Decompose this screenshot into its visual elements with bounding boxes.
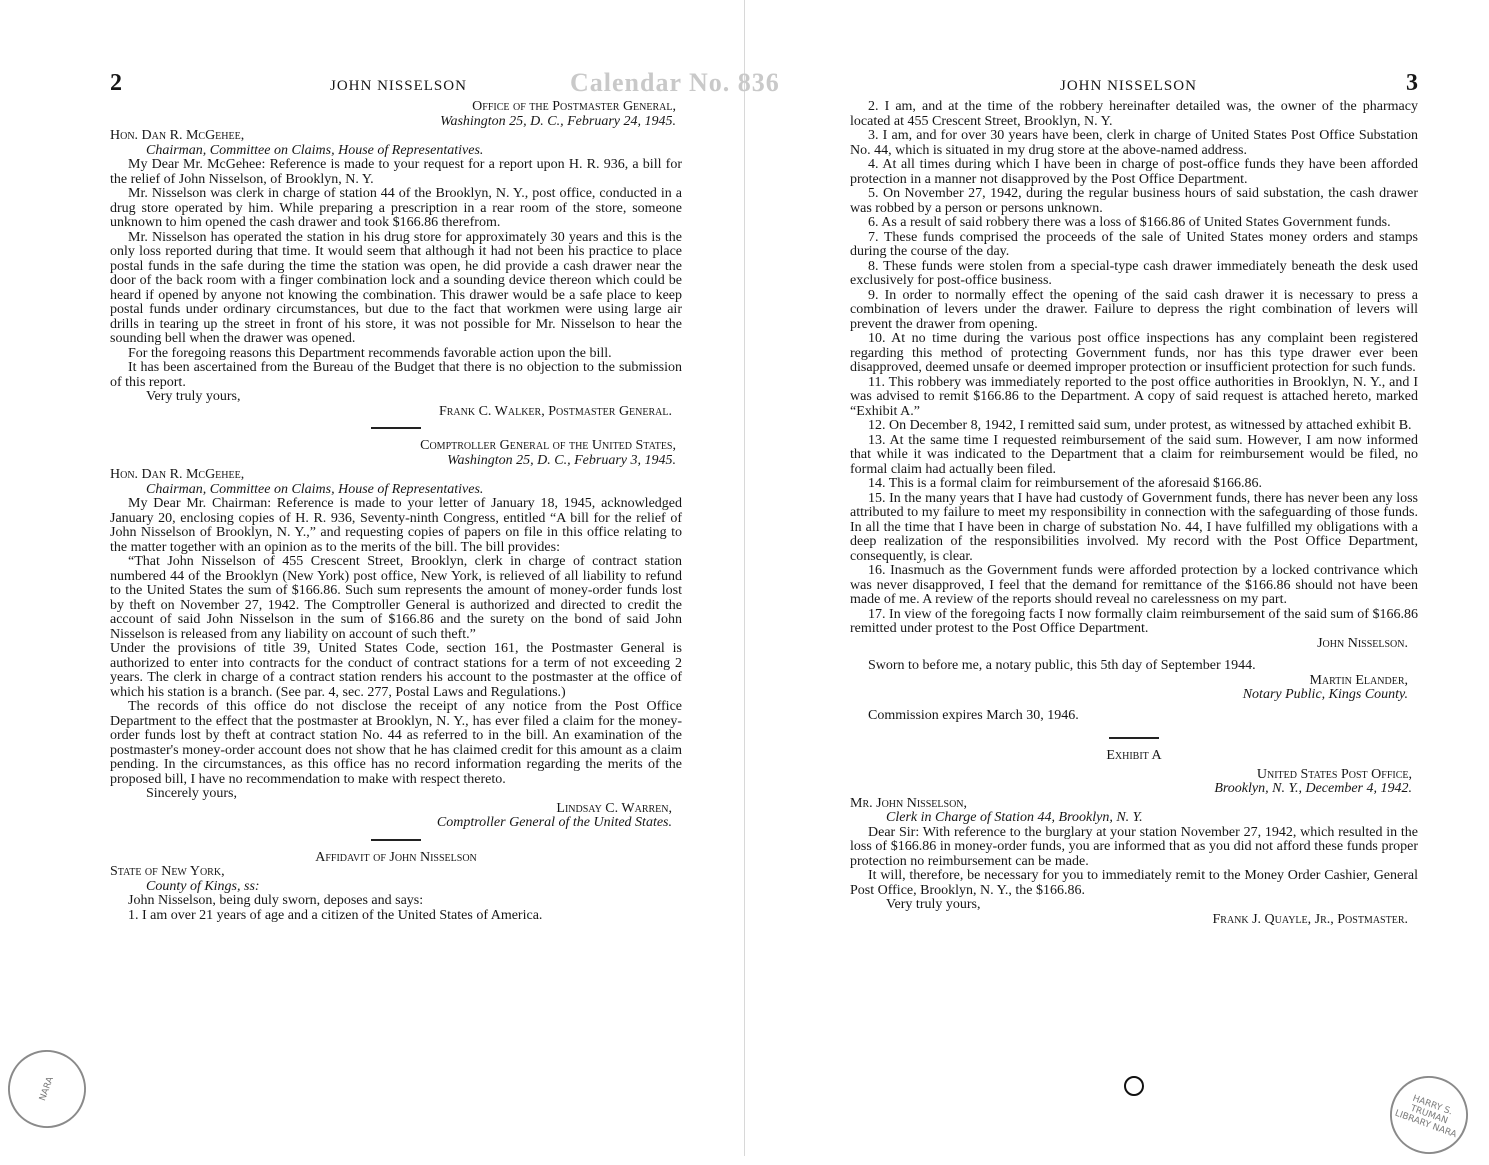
affidavit-item: 15. In the many years that I have had custody of Government funds, there has never been any loss attributed to my failure to meet my responsibility in connection with the safeguarding of those funds. In all the time that I have been in charge of substation No. 44, I have fulfilled my obligations with a deep realization of the responsibilities involved. My record with the Post Office Department, consequently, is clear. (850, 490, 1418, 564)
letter-addressee-title: Chairman, Committee on Claims, House of Representatives. (146, 142, 484, 158)
comptroller-letter (110, 439, 682, 831)
affidavit (110, 851, 682, 924)
letter-paragraph: My Dear Mr. McGehee: Reference is made to your request for a report upon H. R. 936, a bill for the relief of John Nisselson, of Brooklyn, N. Y. (110, 157, 682, 187)
section-rule (371, 427, 421, 429)
page-gutter (744, 0, 745, 1156)
letter-paragraph: Mr. Nisselson was clerk in charge of station 44 of the Brooklyn, N. Y., post office, conducted in a drug store operated by him. While preparing a prescription in a rear room of the store, someone unknown to him opened the cash drawer and took $166.86 therefrom. (110, 186, 682, 230)
letter-paragraph: Mr. Nisselson has operated the station in his drug store for approximately 30 years and this is the only loss reported during that time. It would seem that although it had not been his practice to place postal funds in the safe during the time the station was open, he did provide a cash drawer near the door of the back room with a finger combination lock and a sounding device thereon which could be heard if opened by anyone not knowing the combination. This drawer would be a safe place to keep postal funds under ordinary circumstances, but due to the fact that workmen were using large air drills in tearing up the street in front of his store, it was not possible for Mr. Nisselson to hear the sounding bell when the drawer was opened. (110, 229, 682, 346)
exhibit-paragraph: It will, therefore, be necessary for you to immediately remit to the Money Order Cashier, General Post Office, Brooklyn, N. Y., the $166.86. (850, 868, 1418, 898)
exhibit-heading: Exhibit A (1106, 748, 1162, 763)
affiant-signature: John Nisselson. (1317, 635, 1408, 651)
sworn-statement: Sworn to before me, a notary public, this 5th day of September 1944. (868, 658, 1256, 673)
notary-title: Notary Public, Kings County. (1242, 687, 1408, 702)
letter-dateline: Washington 25, D. C., February 24, 1945. (440, 113, 676, 129)
letter-addressee: Hon. Dan R. McGehee, (110, 467, 245, 482)
affidavit-state: State of New York, (110, 864, 225, 879)
affidavit-item: 7. These funds comprised the proceeds of the sale of United States money orders and stamps during the course of the day. (850, 229, 1418, 259)
letter-signature-title: Comptroller General of the United States. (436, 815, 672, 830)
affidavit-item: 4. At all times during which I have been in charge of post-office funds they have been afforded protection in a manner not disapproved by the Post Office Department. (850, 157, 1418, 187)
commission-expiry: Commission expires March 30, 1946. (868, 707, 1079, 723)
affidavit-item: 1. I am over 21 years of age and a citizen of the United States of America. (128, 907, 543, 923)
letter-office: Comptroller General of the United States, (420, 438, 676, 453)
exhibit-dateline: Brooklyn, N. Y., December 4, 1942. (1214, 781, 1412, 796)
affidavit-item: 5. On November 27, 1942, during the regular business hours of said substation, the cash drawer was robbed by a person or persons unknown. (850, 186, 1418, 216)
bleed-through-text: Calendar No. 836 (570, 68, 780, 97)
letter-paragraph: Under the provisions of title 39, United States Code, section 161, the Postmaster General is authorized to enter into contracts for the conduct of contract stations for a term of not exceeding 2 years. The clerk in charge of a contract station renders his account to the postmaster at the office of which his station is a branch. (See par. 4, sec. 277, Postal Laws and Regulations.) (110, 641, 682, 700)
affidavit-item: 6. As a result of said robbery there was a loss of $166.86 of United States Government funds. (868, 215, 1391, 230)
right-header (850, 70, 1418, 100)
affidavit-item: 2. I am, and at the time of the robbery hereinafter detailed was, the owner of the pharmacy located at 455 Crescent Street, Brooklyn, N. Y. (850, 99, 1418, 129)
exhibit-addressee: Mr. John Nisselson, (850, 795, 968, 811)
letter-paragraph: My Dear Mr. Chairman: Reference is made to your letter of January 18, 1945, acknowledged January 20, enclosing copies of H. R. 936, Seventy-ninth Congress, entitled “A bill for the relief of John Nisselson of Brooklyn, N. Y.,” and requesting copies of papers on file in this office relating to the matter together with an opinion as to the merits of the bill. The bill provides: (110, 496, 682, 555)
letter-signature-name: Lindsay C. Warren, (556, 800, 672, 816)
affidavit-continued (850, 100, 1418, 723)
affidavit-item: 3. I am, and for over 30 years have been, clerk in charge of United States Post Office Substation No. 44, which is situated in my drug store at the above-named address. (850, 128, 1418, 158)
exhibit-office: United States Post Office, (1256, 766, 1412, 782)
exhibit-a (850, 749, 1418, 927)
page-number: 2 (110, 70, 122, 96)
affidavit-item: 8. These funds were stolen from a special-type cash drawer immediately beneath the desk used exclusively for post-office business. (850, 258, 1418, 288)
exhibit-signature: Frank J. Quayle, Jr., Postmaster. (1212, 911, 1408, 927)
affidavit-item: 17. In view of the foregoing facts I now formally claim reimbursement of the said sum of $166.86 remitted under protest to the Post Office Department. (850, 606, 1418, 636)
exhibit-paragraph: Dear Sir: With reference to the burglary at your station November 27, 1942, which resulted in the loss of $166.86 in money-order funds, you are informed that as you did not afford these funds proper protection no reimbursement can be made. (850, 824, 1418, 869)
letter-addressee: Hon. Dan R. McGehee, (110, 128, 245, 143)
letter-addressee-title: Chairman, Committee on Claims, House of Representatives. (146, 481, 484, 497)
punch-hole-mark (1124, 1076, 1144, 1096)
affidavit-item: 9. In order to normally effect the opening of the said cash drawer it is necessary to press a combination of levers under the drawer. Failure to depress the right combination of levers will prevent the drawer from opening. (850, 287, 1418, 332)
postmaster-letter (110, 100, 682, 419)
affidavit-item: 14. This is a formal claim for reimbursement of the aforesaid $166.86. (868, 476, 1262, 491)
letter-signature: Frank C. Walker, Postmaster General. (438, 403, 672, 419)
notary-name: Martin Elander, (1309, 672, 1408, 688)
affidavit-item: 11. This robbery was immediately reported to the post office authorities in Brooklyn, N. Y., and I was advised to remit $166.86 to the Department. A copy of said request is attached hereto, marked “Exhibit A.” (850, 374, 1418, 419)
affidavit-heading: Affidavit of John Nisselson (315, 849, 477, 865)
running-head: JOHN NISSELSON (330, 78, 467, 94)
letter-paragraph: It has been ascertained from the Bureau of the Budget that there is no objection to the submission of this report. (110, 360, 682, 390)
affidavit-item: 12. On December 8, 1942, I remitted said sum, under protest, as witnessed by attached exhibit B. (868, 418, 1412, 433)
letter-closing: Sincerely yours, (146, 786, 237, 801)
letter-closing: Very truly yours, (146, 389, 241, 404)
library-stamp: HARRY S. TRUMAN LIBRARY NARA (1379, 1065, 1479, 1165)
affidavit-county: County of Kings, ss: (146, 878, 260, 894)
affidavit-item: 16. Inasmuch as the Government funds were afforded protection by a locked contrivance which was never disapproved, I feel that the demand for remittance of the $166.86 should not have been made of me. A review of the reports should reveal no carelessness on my part. (850, 563, 1418, 607)
page-number: 3 (1406, 70, 1418, 96)
letter-paragraph: For the foregoing reasons this Department recommends favorable action upon the bill. (128, 345, 612, 361)
affidavit-intro: John Nisselson, being duly sworn, deposes and says: (128, 893, 424, 908)
left-header (110, 70, 682, 100)
letter-paragraph: The records of this office do not disclose the receipt of any notice from the Post Office Department to the effect that the postmaster at Brooklyn, N. Y., has ever filed a claim for the money-order funds lost by theft at contract station No. 44 as referred to in the bill. An examination of the postmaster's money-order account does not show that he has claimed credit for this amount as a claim pending. In the circumstances, as this office has no record information regarding the merits of the proposed bill, I have no recommendation to make with respect thereto. (110, 699, 682, 787)
archive-stamp: NARA (0, 1039, 97, 1139)
affidavit-item: 10. At no time during the various post office inspections has any complaint been registered regarding this method of protecting Government funds, nor has this type drawer ever been disapproved, deemed unsafe or deemed improper protection or insufficient protection for such funds. (850, 331, 1418, 375)
bill-quotation: “That John Nisselson of 455 Crescent Street, Brooklyn, clerk in charge of contract station numbered 44 of the Brooklyn (New York) post office, New York, is relieved of all liability to refund to the United States the sum of $166.86. Such sum represents the amount of money-order funds lost by theft on November 27, 1942. The Comptroller General is authorized and directed to credit the account of said John Nisselson in the sum of $166.86 and the surety on the bond of said John Nisselson is released from any liability on account of such theft.” (110, 554, 682, 642)
section-rule (1109, 737, 1159, 739)
affidavit-item: 13. At the same time I requested reimbursement of the said sum. However, I am now informed that while it was indicated to the Department that a claim for reimbursement would be filed, no formal claim had actually been filed. (850, 432, 1418, 477)
section-rule (371, 839, 421, 841)
exhibit-addressee-title: Clerk in Charge of Station 44, Brooklyn, N. Y. (886, 810, 1143, 825)
letter-office: Office of the Postmaster General, (472, 99, 676, 114)
running-head: JOHN NISSELSON (1060, 78, 1197, 94)
right-page (850, 70, 1418, 927)
letter-dateline: Washington 25, D. C., February 3, 1945. (447, 452, 676, 468)
left-page (110, 70, 682, 923)
exhibit-closing: Very truly yours, (886, 897, 981, 912)
